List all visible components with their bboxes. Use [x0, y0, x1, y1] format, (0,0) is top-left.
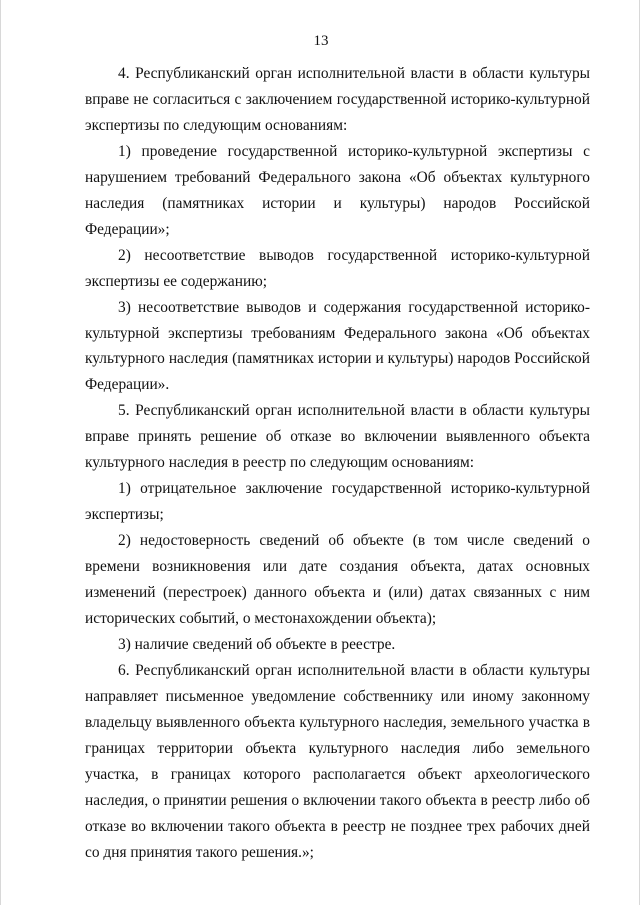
- paragraph-4-item-1: 1) проведение государственной историко-культурной экспертизы с нарушением требований Федерального закона «Об объектах культурного наследия (памятниках истории и культуры) народов Российской Федерации»;: [85, 142, 590, 238]
- paragraph-4-heading: 4. Республиканский орган исполнительной власти в области культуры вправе не согласиться с заключением государственной историко-культурной экспертизы по следующим основаниям:: [85, 65, 590, 134]
- page-number: 13: [313, 33, 329, 49]
- paragraph-5-heading: 5. Республиканский орган исполнительной власти в области культуры вправе принять решение об отказе во включении выявленного объекта культурного наследия в реестр по следующим основаниям:: [85, 402, 590, 472]
- paragraph-5-item-3: 3) наличие сведений об объекте в реестре.: [118, 635, 396, 653]
- document-body: [85, 61, 590, 866]
- paragraph-5-item-1: 1) отрицательное заключение государственной историко-культурной экспертизы;: [85, 480, 590, 524]
- paragraph-5-item-2: 2) недостоверность сведений об объекте (в том числе сведений о времени возникновения или дате создания объекта, датах основных изменений (перестроек) данного объекта и (или) датах связанных с ним исторических событий, о местонахождении объекта);: [85, 532, 590, 628]
- paragraph-4-item-2: 2) несоответствие выводов государственной историко-культурной экспертизы ее содержанию;: [85, 246, 590, 290]
- paragraph-4-item-3: 3) несоответствие выводов и содержания государственной историко-культурной экспертизы требованиям Федерального закона «Об объектах культурного наследия (памятниках истории и культуры) народов Российской Федерации».: [85, 298, 590, 394]
- paragraph-6: 6. Республиканский орган исполнительной власти в области культуры направляет письменное уведомление собственнику или иному законному владельцу выявленного объекта культурного наследия, земельного участка в границах территории объекта культурного наследия либо земельного участка, в границах которого располагается объект археологического наследия, о принятии решения о включении такого объекта в реестр либо об отказе во включении такого объекта в реестр не позднее трех рабочих дней со дня принятия такого решения.»;: [85, 661, 590, 861]
